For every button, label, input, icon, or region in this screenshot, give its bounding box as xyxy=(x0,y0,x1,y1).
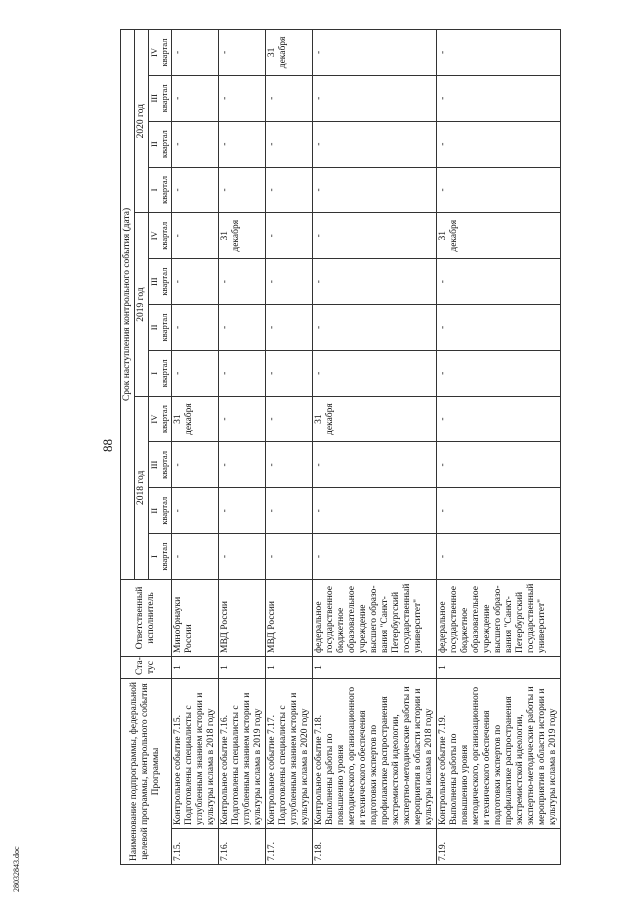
event-name: Контрольное событие 7.19. Выполнены работы по повышению уровня методического, организационного и технического обеспечения подготовки экспертов по профилактике распространения экстремистской идеологии, экспертно-методические работы и мероприятия в области истории и культуры ислама в 2019 году xyxy=(437,678,561,828)
table-row xyxy=(265,29,312,864)
quarter-word: квартал xyxy=(158,405,169,434)
table-row xyxy=(312,29,436,864)
quarter-cell: - xyxy=(218,75,265,121)
quarter-cell: - xyxy=(171,350,218,396)
quarter-roman: I xyxy=(149,188,160,192)
quarter-cell: - xyxy=(171,29,218,75)
quarter-cell: - xyxy=(218,305,265,351)
quarter-cell: - xyxy=(437,259,561,305)
header-name: Наименование подпрограммы, федеральной целевой программы, контрольного события Программы xyxy=(121,678,172,864)
quarter-cell: - xyxy=(171,75,218,121)
quarter-cell: - xyxy=(312,213,436,259)
quarter-header xyxy=(149,167,172,213)
row-executor: Минобрнауки России xyxy=(171,579,218,656)
quarter-cell: - xyxy=(218,29,265,75)
header-year: 2019 год xyxy=(135,213,149,396)
table-row xyxy=(218,29,265,864)
quarter-cell: - xyxy=(437,396,561,442)
quarter-cell: - xyxy=(218,534,265,580)
quarter-word: квартал xyxy=(158,450,169,479)
quarter-cell: - xyxy=(312,350,436,396)
row-number: 7.15. xyxy=(171,829,218,865)
quarter-cell: - xyxy=(265,350,312,396)
quarter-cell: - xyxy=(312,305,436,351)
quarter-cell: - xyxy=(265,75,312,121)
rotated-page-content xyxy=(120,30,630,865)
quarter-roman: III xyxy=(149,460,160,470)
quarter-cell: - xyxy=(265,442,312,488)
quarter-cell: - xyxy=(171,213,218,259)
quarter-cell: 31 декабря xyxy=(265,29,312,75)
quarter-cell: - xyxy=(437,75,561,121)
quarter-word: квартал xyxy=(158,221,169,250)
table-row xyxy=(171,29,218,864)
quarter-cell: - xyxy=(265,259,312,305)
header-executor: Ответственный исполнитель xyxy=(121,579,172,656)
quarter-cell: - xyxy=(265,534,312,580)
quarter-cell: 31 декабря xyxy=(171,396,218,442)
table-body xyxy=(171,29,561,864)
quarter-roman: I xyxy=(149,371,160,375)
quarter-cell: 31 декабря xyxy=(218,213,265,259)
quarter-word: квартал xyxy=(158,359,169,388)
row-number: 7.19. xyxy=(437,829,561,865)
row-status: 1 xyxy=(312,656,436,678)
quarter-cell: - xyxy=(265,396,312,442)
quarter-cell: - xyxy=(171,442,218,488)
quarter-roman: I xyxy=(149,555,160,558)
quarter-cell: - xyxy=(171,167,218,213)
quarter-header xyxy=(149,442,172,488)
quarter-roman: IV xyxy=(149,231,160,241)
quarter-header xyxy=(149,213,172,259)
event-name: Контрольное событие 7.17. Подготовлены специалисты с углубленным знанием истории и культуры ислама в 2020 году xyxy=(265,678,312,828)
quarter-roman: II xyxy=(149,507,160,514)
quarter-word: квартал xyxy=(158,38,169,67)
row-status: 1 xyxy=(171,656,218,678)
quarter-cell: - xyxy=(437,488,561,534)
quarter-cell: - xyxy=(437,305,561,351)
quarter-header xyxy=(149,75,172,121)
quarter-cell: - xyxy=(265,488,312,534)
quarter-cell: - xyxy=(437,121,561,167)
table-header xyxy=(121,29,172,864)
header-year: 2020 год xyxy=(135,29,149,212)
row-executor: МВД России xyxy=(265,579,312,656)
quarter-header xyxy=(149,534,172,580)
quarter-cell: - xyxy=(171,488,218,534)
quarter-header xyxy=(149,488,172,534)
row-executor: федеральное государственное бюджетное образовательное учреждение высшего образо-вания "Санкт-Петербургский государственный университет" xyxy=(437,579,561,656)
event-name: Контрольное событие 7.18. Выполнены работы по повышению уровня методического, организационного и технического обеспечения подготовки экспертов по профилактике распространения экстремистской идеологии, экспертно-методические работы и мероприятия в области истории и культуры ислама в 2018 году xyxy=(312,678,436,828)
header-year: 2018 год xyxy=(135,396,149,579)
quarter-word: квартал xyxy=(158,542,169,571)
quarter-header xyxy=(149,350,172,396)
row-status: 1 xyxy=(218,656,265,678)
quarter-header xyxy=(149,29,172,75)
row-number: 7.17. xyxy=(265,829,312,865)
quarter-cell: - xyxy=(218,442,265,488)
page-number: 88 xyxy=(100,439,115,452)
quarter-cell: - xyxy=(312,442,436,488)
quarter-header xyxy=(149,121,172,167)
row-status: 1 xyxy=(437,656,561,678)
row-executor: федеральное государственное бюджетное образовательное учреждение высшего образо-вания "Санкт-Петербургский государственный университет" xyxy=(312,579,436,656)
quarter-cell: 31 декабря xyxy=(437,213,561,259)
table-row xyxy=(437,29,561,864)
quarter-word: квартал xyxy=(158,313,169,342)
row-number: 7.18. xyxy=(312,829,436,865)
quarter-cell: - xyxy=(218,121,265,167)
row-number: 7.16. xyxy=(218,829,265,865)
event-name: Контрольное событие 7.16. Подготовлены специалисты с углубленным знанием истории и культуры ислама в 2019 году xyxy=(218,678,265,828)
row-executor: МВД России xyxy=(218,579,265,656)
quarter-roman: IV xyxy=(149,414,160,424)
quarter-word: квартал xyxy=(158,176,169,204)
quarter-word: квартал xyxy=(158,267,169,296)
quarter-cell: - xyxy=(171,121,218,167)
quarter-cell: - xyxy=(265,213,312,259)
control-events-table xyxy=(120,29,561,865)
quarter-header xyxy=(149,259,172,305)
quarter-cell: - xyxy=(171,259,218,305)
quarter-cell: - xyxy=(171,534,218,580)
quarter-cell: - xyxy=(218,488,265,534)
quarter-roman: III xyxy=(149,277,160,286)
quarter-word: квартал xyxy=(158,84,169,113)
header-status: Ста-тус xyxy=(121,656,172,678)
quarter-cell: - xyxy=(437,29,561,75)
quarter-cell: - xyxy=(218,350,265,396)
quarter-cell: - xyxy=(312,534,436,580)
quarter-cell: - xyxy=(437,350,561,396)
quarter-cell: - xyxy=(218,259,265,305)
quarter-cell: - xyxy=(171,305,218,351)
quarter-cell: - xyxy=(437,534,561,580)
quarter-cell: - xyxy=(312,121,436,167)
quarter-cell: - xyxy=(265,305,312,351)
file-id: 28032843.doc xyxy=(12,846,21,892)
quarter-cell: - xyxy=(312,167,436,213)
quarter-roman: IV xyxy=(149,47,160,57)
quarter-cell: - xyxy=(265,121,312,167)
quarter-header xyxy=(149,305,172,351)
quarter-roman: II xyxy=(149,141,160,147)
quarter-roman: III xyxy=(149,94,160,103)
event-name: Контрольное событие 7.15. Подготовлены специалисты с углубленным знанием истории и культуры ислама в 2018 году xyxy=(171,678,218,828)
quarter-cell: - xyxy=(437,167,561,213)
quarter-roman: II xyxy=(149,324,160,331)
quarter-word: квартал xyxy=(158,130,169,159)
quarter-cell: - xyxy=(218,396,265,442)
quarter-cell: - xyxy=(218,167,265,213)
quarter-cell: - xyxy=(312,259,436,305)
quarter-header xyxy=(149,396,172,442)
quarter-cell: 31 декабря xyxy=(312,396,436,442)
quarter-cell: - xyxy=(312,75,436,121)
row-status: 1 xyxy=(265,656,312,678)
quarter-word: квартал xyxy=(158,496,169,525)
quarter-cell: - xyxy=(312,488,436,534)
header-period: Срок наступления контрольного события (дата) xyxy=(121,29,135,579)
quarter-cell: - xyxy=(265,167,312,213)
quarter-cell: - xyxy=(312,29,436,75)
quarter-cell: - xyxy=(437,442,561,488)
